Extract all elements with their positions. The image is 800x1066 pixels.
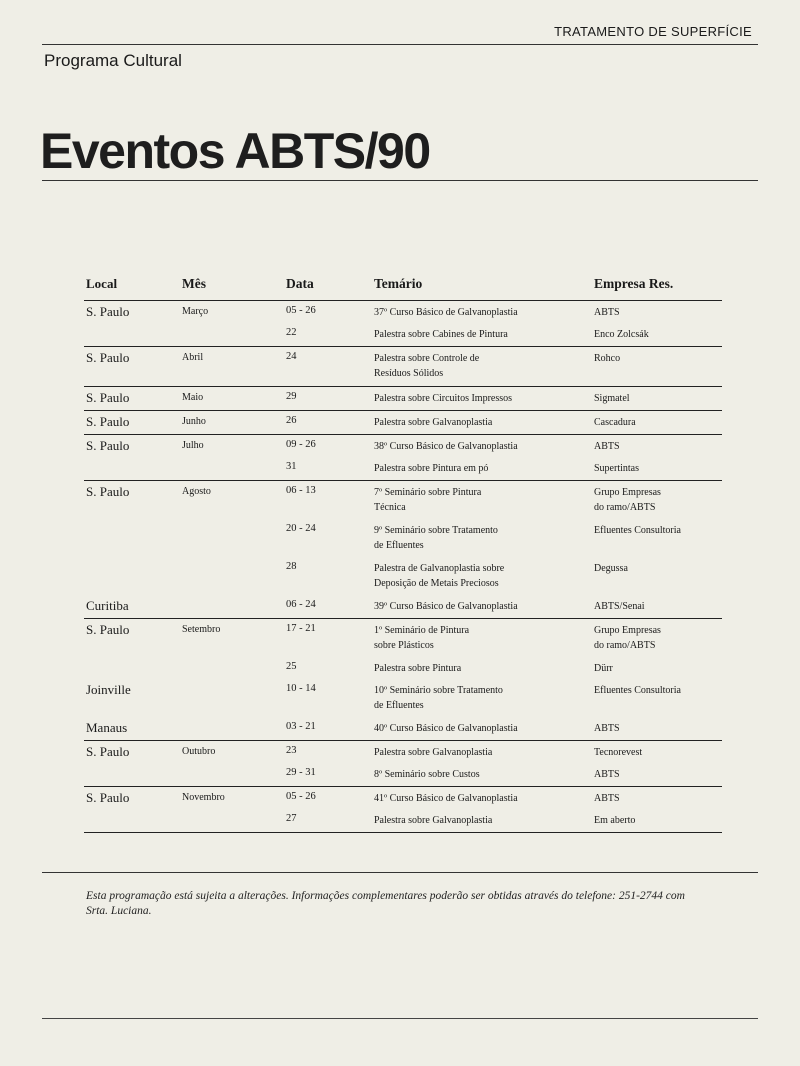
event-group [84, 619, 722, 741]
event-group [84, 481, 722, 619]
tema-line: Técnica [374, 502, 406, 513]
cell-empresa [594, 721, 620, 736]
note-rule [42, 872, 758, 873]
table-row [84, 595, 722, 617]
tema-line: 1º Seminário de Pintura [374, 625, 470, 636]
cell-local: Joinville [86, 682, 131, 697]
cell-tema [374, 439, 518, 454]
tema-line: de Efluentes [374, 540, 424, 551]
table-row [84, 519, 722, 557]
tema-line: Deposição de Metais Preciosos [374, 578, 499, 589]
cell-empresa [594, 561, 628, 576]
cell-local: S. Paulo [86, 438, 130, 453]
cell-data: 25 [286, 661, 297, 672]
empresa-line: Sigmatel [594, 393, 630, 404]
empresa-line: ABTS [594, 793, 620, 804]
table-row [84, 347, 722, 385]
cell-mes: Agosto [182, 486, 211, 497]
cell-data: 17 - 21 [286, 623, 316, 634]
tema-line: Palestra sobre Galvanoplastia [374, 747, 493, 758]
empresa-line: ABTS [594, 723, 620, 734]
cell-data: 10 - 14 [286, 683, 316, 694]
header-data: Data [286, 276, 314, 291]
cell-empresa [594, 661, 613, 676]
cell-tema [374, 623, 469, 653]
table-row [84, 717, 722, 739]
cell-empresa [594, 745, 642, 760]
header-mes: Mês [182, 276, 206, 291]
table-body [84, 301, 722, 833]
cell-local: Manaus [86, 720, 128, 735]
cell-data: 23 [286, 745, 297, 756]
cell-data: 29 - 31 [286, 767, 316, 778]
tema-line: 10º Seminário sobre Tratamento [374, 685, 503, 696]
cell-empresa [594, 813, 635, 828]
table-row [84, 787, 722, 809]
empresa-line: do ramo/ABTS [594, 640, 656, 651]
empresa-line: Rohco [594, 353, 621, 364]
empresa-line: ABTS [594, 769, 620, 780]
cell-tema [374, 767, 480, 782]
event-group [84, 411, 722, 435]
table-row [84, 435, 722, 457]
cell-data: 05 - 26 [286, 791, 316, 802]
event-group [84, 301, 722, 347]
tema-line: Palestra sobre Pintura em pó [374, 463, 489, 474]
empresa-line: Degussa [594, 563, 628, 574]
cell-empresa [594, 523, 681, 538]
tema-line: Palestra sobre Circuitos Impressos [374, 393, 513, 404]
table-row [84, 481, 722, 519]
cell-local: S. Paulo [86, 744, 130, 759]
table-row [84, 557, 722, 595]
tema-line: Palestra sobre Galvanoplastia [374, 417, 493, 428]
empresa-line: Em aberto [594, 815, 636, 826]
page-title: Eventos ABTS/90 [40, 123, 430, 179]
cell-local: Curitiba [86, 598, 129, 613]
events-table [84, 272, 722, 833]
cell-data: 09 - 26 [286, 439, 316, 450]
event-group [84, 387, 722, 411]
footnote: Esta programação está sujeita a alterações. Informações complementares poderão ser obtidas através do telefone: 251-2744 com Srta. Luciana. [86, 890, 685, 917]
empresa-line: Enco Zolcsák [594, 329, 649, 340]
cell-empresa [594, 415, 636, 430]
empresa-line: ABTS/Senai [594, 601, 645, 612]
cell-data: 26 [286, 415, 297, 426]
cell-tema [374, 461, 488, 476]
cell-empresa [594, 791, 620, 806]
empresa-line: Dürr [594, 663, 613, 674]
cell-tema [374, 683, 503, 713]
cell-data: 22 [286, 327, 297, 338]
cell-tema [374, 721, 518, 736]
cell-tema [374, 813, 492, 828]
table-row [84, 763, 722, 785]
cell-local: S. Paulo [86, 390, 130, 405]
cell-empresa [594, 623, 661, 653]
cell-mes: Novembro [182, 792, 225, 803]
cell-data: 06 - 13 [286, 485, 316, 496]
section-label: TRATAMENTO DE SUPERFÍCIE [554, 24, 752, 39]
tema-line: Palestra sobre Cabines de Pintura [374, 329, 508, 340]
cell-tema [374, 561, 504, 591]
cell-local: S. Paulo [86, 484, 130, 499]
cell-tema [374, 485, 481, 515]
event-group [84, 435, 722, 481]
tema-line: 39º Curso Básico de Galvanoplastia [374, 601, 518, 612]
tema-line: 9º Seminário sobre Tratamento [374, 525, 498, 536]
empresa-line: Efluentes Consultoria [594, 685, 681, 696]
cell-local: S. Paulo [86, 304, 130, 319]
section-subtitle: Programa Cultural [44, 51, 182, 70]
cell-tema [374, 351, 479, 381]
empresa-line: Grupo Empresas [594, 625, 661, 636]
cell-local: S. Paulo [86, 790, 130, 805]
table-row [84, 411, 722, 433]
tema-line: 8º Seminário sobre Custos [374, 769, 480, 780]
tema-line: de Efluentes [374, 700, 424, 711]
cell-local: S. Paulo [86, 350, 130, 365]
cell-tema [374, 305, 518, 320]
table-row [84, 619, 722, 657]
table-row [84, 387, 722, 409]
empresa-line: Grupo Empresas [594, 487, 661, 498]
tema-line: Palestra sobre Galvanoplastia [374, 815, 493, 826]
cell-empresa [594, 439, 620, 454]
tema-line: sobre Plásticos [374, 640, 434, 651]
empresa-line: Supertintas [594, 463, 639, 474]
cell-mes: Outubro [182, 746, 216, 757]
cell-tema [374, 745, 492, 760]
table-row [84, 301, 722, 323]
empresa-line: Tecnorevest [594, 747, 643, 758]
cell-empresa [594, 485, 661, 515]
cell-data: 20 - 24 [286, 523, 316, 534]
table-header [84, 272, 722, 301]
empresa-line: ABTS [594, 307, 620, 318]
table-row [84, 657, 722, 679]
cell-empresa [594, 305, 620, 320]
cell-data: 03 - 21 [286, 721, 316, 732]
table-row [84, 809, 722, 831]
cell-tema [374, 415, 492, 430]
cell-empresa [594, 461, 639, 476]
cell-data: 29 [286, 391, 297, 402]
tema-line: Palestra sobre Pintura [374, 663, 462, 674]
header-empresa: Empresa Res. [594, 276, 674, 291]
tema-line: 7º Seminário sobre Pintura [374, 487, 482, 498]
cell-mes: Maio [182, 392, 204, 403]
tema-line: 37º Curso Básico de Galvanoplastia [374, 307, 518, 318]
tema-line: Resíduos Sólidos [374, 368, 444, 379]
empresa-line: ABTS [594, 441, 620, 452]
header-local: Local [86, 276, 118, 291]
cell-tema [374, 327, 508, 342]
cell-tema [374, 391, 512, 406]
cell-empresa [594, 767, 620, 782]
table-row [84, 457, 722, 479]
event-group [84, 787, 722, 833]
event-group [84, 741, 722, 787]
cell-mes: Junho [182, 416, 206, 427]
cell-tema [374, 661, 461, 676]
empresa-line: do ramo/ABTS [594, 502, 656, 513]
header-tema: Temário [374, 276, 423, 291]
cell-local: S. Paulo [86, 622, 130, 637]
table-row [84, 741, 722, 763]
event-group [84, 347, 722, 387]
bottom-rule [42, 1018, 758, 1019]
cell-mes: Abril [182, 352, 204, 363]
cell-tema [374, 523, 498, 553]
cell-local: S. Paulo [86, 414, 130, 429]
cell-data: 24 [286, 351, 297, 362]
cell-empresa [594, 327, 649, 342]
cell-tema [374, 599, 518, 614]
cell-data: 05 - 26 [286, 305, 316, 316]
table-row [84, 323, 722, 345]
tema-line: 38º Curso Básico de Galvanoplastia [374, 441, 518, 452]
cell-mes: Setembro [182, 624, 221, 635]
cell-data: 27 [286, 813, 297, 824]
tema-line: Palestra de Galvanoplastia sobre [374, 563, 505, 574]
tema-line: 40º Curso Básico de Galvanoplastia [374, 723, 518, 734]
cell-empresa [594, 391, 630, 406]
cell-mes: Julho [182, 440, 204, 451]
cell-empresa [594, 599, 645, 614]
cell-data: 31 [286, 461, 297, 472]
cell-tema [374, 791, 518, 806]
cell-empresa [594, 683, 681, 698]
cell-data: 06 - 24 [286, 599, 316, 610]
cell-mes: Março [182, 306, 209, 317]
empresa-line: Efluentes Consultoria [594, 525, 681, 536]
top-rule [42, 44, 758, 45]
table-row [84, 679, 722, 717]
cell-empresa [594, 351, 620, 366]
empresa-line: Cascadura [594, 417, 636, 428]
tema-line: Palestra sobre Controle de [374, 353, 480, 364]
cell-data: 28 [286, 561, 297, 572]
tema-line: 41º Curso Básico de Galvanoplastia [374, 793, 518, 804]
title-rule [42, 180, 758, 181]
